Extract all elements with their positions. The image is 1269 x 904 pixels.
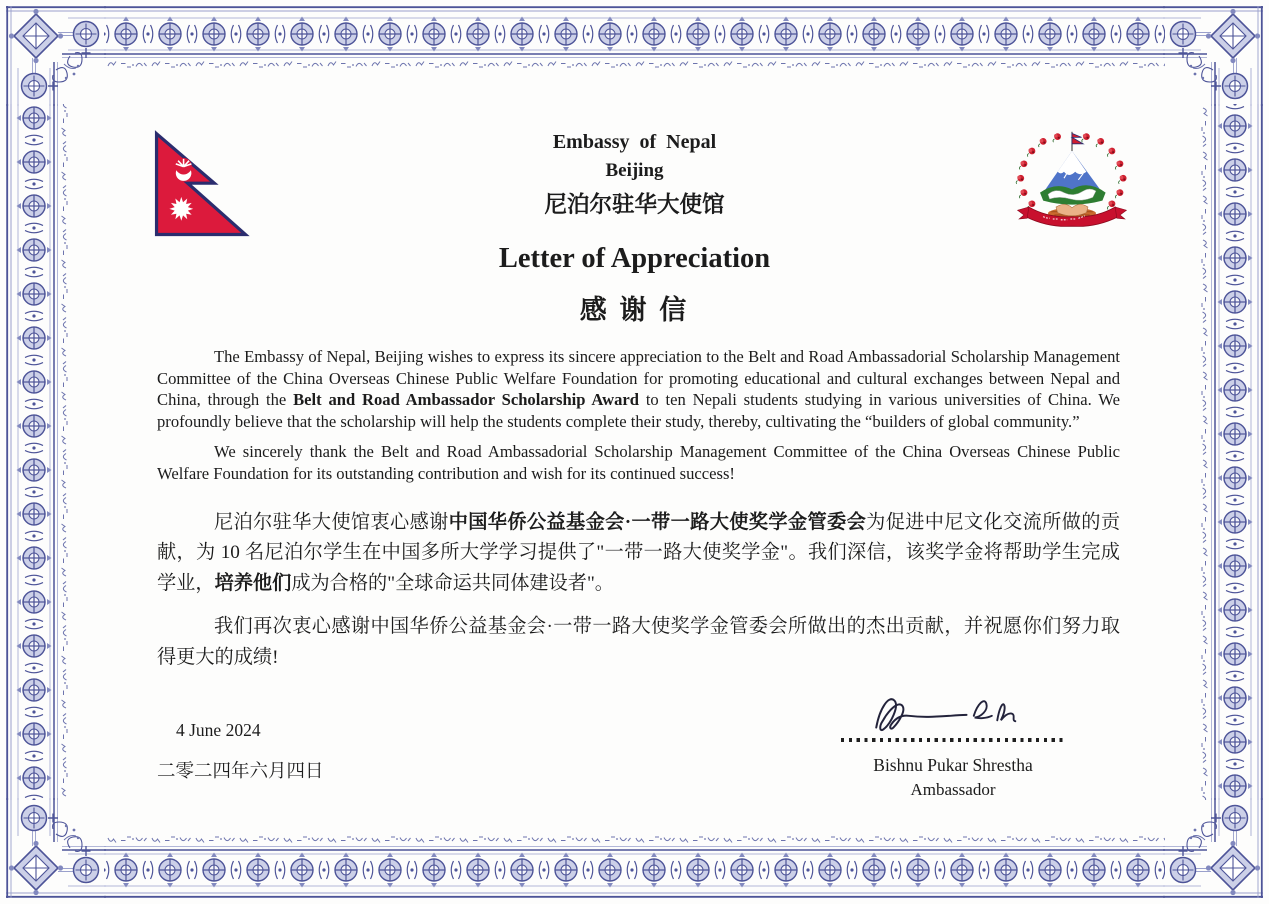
letter-title-english: Letter of Appreciation bbox=[498, 243, 771, 274]
letter-title-chinese: 感 谢 信 bbox=[579, 295, 690, 325]
signature-block bbox=[828, 686, 1078, 800]
signature-dotted-line bbox=[841, 738, 1065, 742]
text-segment: The Embassy of Nepal, Beijing wishes to express its sincere appreciation to the Belt and Road Ambassadorial Scholarship Management Committee of the China Overseas Chinese Public Welfare Foundation for promoting educational and cultural exchanges between Nepal and China, through the bbox=[157, 347, 1120, 410]
text-segment: to ten Nepali students studying in various universities of China. We profoundly believe that the scholarship will help the students complete their study, thereby, cultivating the “builders of global community.” bbox=[157, 390, 1121, 431]
embassy-name-line2: Beijing bbox=[605, 160, 664, 181]
paragraph-chinese-1 bbox=[157, 508, 1120, 600]
handwritten-signature-icon bbox=[848, 686, 1058, 742]
paragraph-english-1 bbox=[157, 346, 1120, 432]
text-segment: 成为合格的"全球命运共同体建设者"。 bbox=[291, 572, 614, 594]
letterhead bbox=[0, 131, 1269, 219]
border-corner-top-right-icon bbox=[1163, 6, 1263, 106]
certificate-border-bottom bbox=[104, 834, 1165, 898]
certificate-border-top bbox=[104, 6, 1165, 70]
text-segment-bold: 中国华侨公益基金会·一带一路大使奖学金管委会 bbox=[448, 511, 867, 533]
text-segment-bold: 培养他们 bbox=[214, 572, 292, 594]
signatory-title: Ambassador bbox=[910, 779, 996, 799]
paragraph-chinese-2: 我们再次衷心感谢中国华侨公益基金会·一带一路大使奖学金管委会所做出的杰出贡献，并祝愿你们努力取得更大的成绩! bbox=[157, 616, 1120, 668]
text-segment: 尼泊尔驻华大使馆衷心感谢 bbox=[214, 511, 449, 533]
signatory-name: Bishnu Pukar Shrestha bbox=[873, 754, 1033, 775]
text-segment: 为促进中尼文化交流所做的贡献，为 10 名尼泊尔学生在中国多所大学学习提供了"一带一路大使奖学金"。我们深信，该奖学金将帮助学生完成学业， bbox=[157, 511, 1121, 594]
border-corner-bottom-right-icon bbox=[1163, 798, 1263, 898]
date-english: 4 June 2024 bbox=[176, 720, 261, 740]
paragraph-english-2: We sincerely thank the Belt and Road Ambassadorial Scholarship Management Committee of the China Overseas Chinese Public Welfare Foundation for its outstanding contribution and wish for its continued success! bbox=[157, 442, 1120, 483]
letter-body bbox=[157, 346, 1120, 673]
date-chinese: 二零二四年六月四日 bbox=[157, 762, 324, 782]
embassy-name-line1: Embassy of Nepal bbox=[552, 131, 717, 153]
embassy-name-chinese: 尼泊尔驻华大使馆 bbox=[544, 192, 725, 217]
border-corner-top-left-icon bbox=[6, 6, 106, 106]
text-segment-bold: Belt and Road Ambassador Scholarship Award bbox=[293, 390, 640, 410]
border-corner-bottom-left-icon bbox=[6, 798, 106, 898]
